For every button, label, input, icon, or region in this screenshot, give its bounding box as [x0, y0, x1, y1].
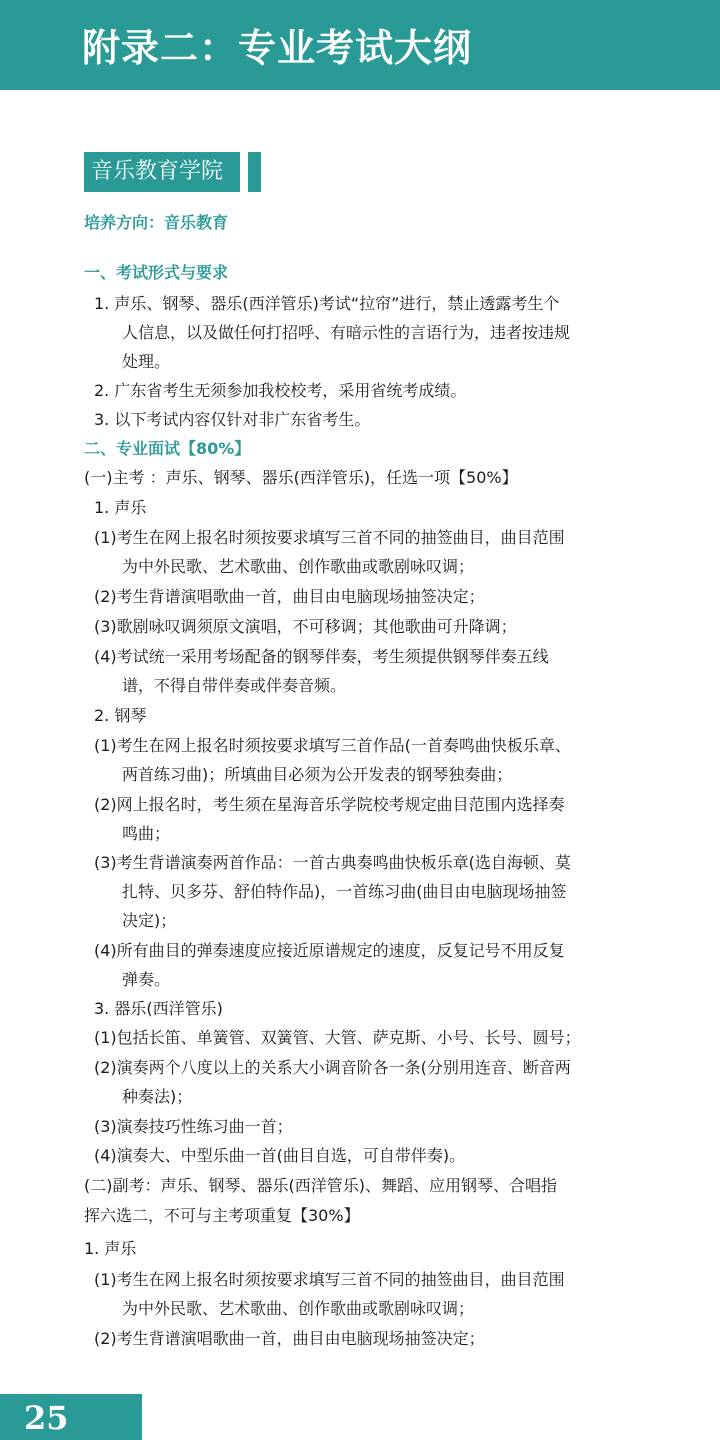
list-item: 为中外民歌、艺术歌曲、创作歌曲或歌剧咏叹调； [122, 557, 475, 576]
minor-exam-line: 挥六选二，不可与主考项重复【30%】 [84, 1206, 360, 1225]
list-item: 扎特、贝多芬、舒伯特作品)，一首练习曲(曲目由电脑现场抽签 [122, 882, 567, 901]
list-item: 1. 声乐、钢琴、器乐(西洋管乐)考试“拉帘”进行，禁止透露考生个 [94, 294, 560, 313]
subheading-winds: 3. 器乐(西洋管乐) [94, 999, 223, 1018]
list-item: 弹奏。 [122, 970, 171, 989]
list-item: (1)考生在网上报名时须按要求填写三首不同的抽签曲目，曲目范围 [94, 528, 565, 547]
list-item: 种奏法)； [122, 1087, 193, 1106]
list-item: (4)考试统一采用考场配备的钢琴伴奏，考生须提供钢琴伴奏五线 [94, 647, 549, 666]
list-item: (2)演奏两个八度以上的关系大小调音阶各一条(分别用连音、断音两 [94, 1058, 571, 1077]
list-item: 鸣曲； [122, 824, 171, 843]
list-item: (2)网上报名时，考生须在星海音乐学院校考规定曲目范围内选择奏 [94, 795, 565, 814]
list-item: 处理。 [122, 352, 171, 371]
list-item: 人信息，以及做任何打招呼、有暗示性的言语行为，违者按违规 [122, 323, 571, 342]
list-item: 决定)； [122, 911, 177, 930]
list-item: 2. 广东省考生无须参加我校校考，采用省统考成绩。 [94, 381, 467, 400]
main-exam-line: (一)主考 ：声乐、钢琴、器乐(西洋管乐)，任选一项【50%】 [84, 468, 518, 487]
subheading-vocal: 1. 声乐 [94, 498, 147, 517]
page-number: 25 [24, 1399, 69, 1437]
heading-interview: 二、专业面试【80%】 [84, 439, 251, 458]
section-accent-bar [248, 152, 261, 192]
list-item: (4)演奏大、中型乐曲一首(曲目自选，可自带伴奏)。 [94, 1146, 466, 1165]
list-item: (2)考生背谱演唱歌曲一首，曲目由电脑现场抽签决定； [94, 1329, 485, 1348]
list-item: (1)包括长笛、单簧管、双簧管、大管、萨克斯、小号、长号、圆号； [94, 1028, 581, 1047]
training-direction: 培养方向：音乐教育 [84, 213, 229, 232]
list-item: (2)考生背谱演唱歌曲一首，曲目由电脑现场抽签决定； [94, 587, 485, 606]
list-item: (1)考生在网上报名时须按要求填写三首不同的抽签曲目，曲目范围 [94, 1270, 565, 1289]
list-item: 3. 以下考试内容仅针对非广东省考生。 [94, 410, 371, 429]
page-title: 附录二：专业考试大纲 [82, 25, 473, 70]
heading-exam-format: 一、考试形式与要求 [84, 263, 229, 282]
section-title: 音乐教育学院 [91, 159, 224, 184]
subheading-vocal-minor: 1. 声乐 [84, 1239, 137, 1258]
list-item: (3)考生背谱演奏两首作品：一首古典奏鸣曲快板乐章(选自海顿、莫 [94, 853, 571, 872]
footer-page-box [0, 1394, 142, 1440]
list-item: (4)所有曲目的弹奏速度应接近原谱规定的速度，反复记号不用反复 [94, 941, 565, 960]
list-item: (3)演奏技巧性练习曲一首； [94, 1117, 293, 1136]
list-item: (1)考生在网上报名时须按要求填写三首作品(一首奏鸣曲快板乐章、 [94, 736, 571, 755]
list-item: 为中外民歌、艺术歌曲、创作歌曲或歌剧咏叹调； [122, 1299, 475, 1318]
list-item: 谱，不得自带伴奏或伴奏音频。 [122, 676, 347, 695]
minor-exam-line: (二)副考：声乐、钢琴、器乐(西洋管乐)、舞蹈、应用钢琴、合唱指 [84, 1176, 557, 1195]
list-item: 两首练习曲)；所填曲目必须为公开发表的钢琴独奏曲； [122, 765, 513, 784]
subheading-piano: 2. 钢琴 [94, 706, 147, 725]
list-item: (3)歌剧咏叹调须原文演唱，不可移调；其他歌曲可升降调； [94, 617, 517, 636]
